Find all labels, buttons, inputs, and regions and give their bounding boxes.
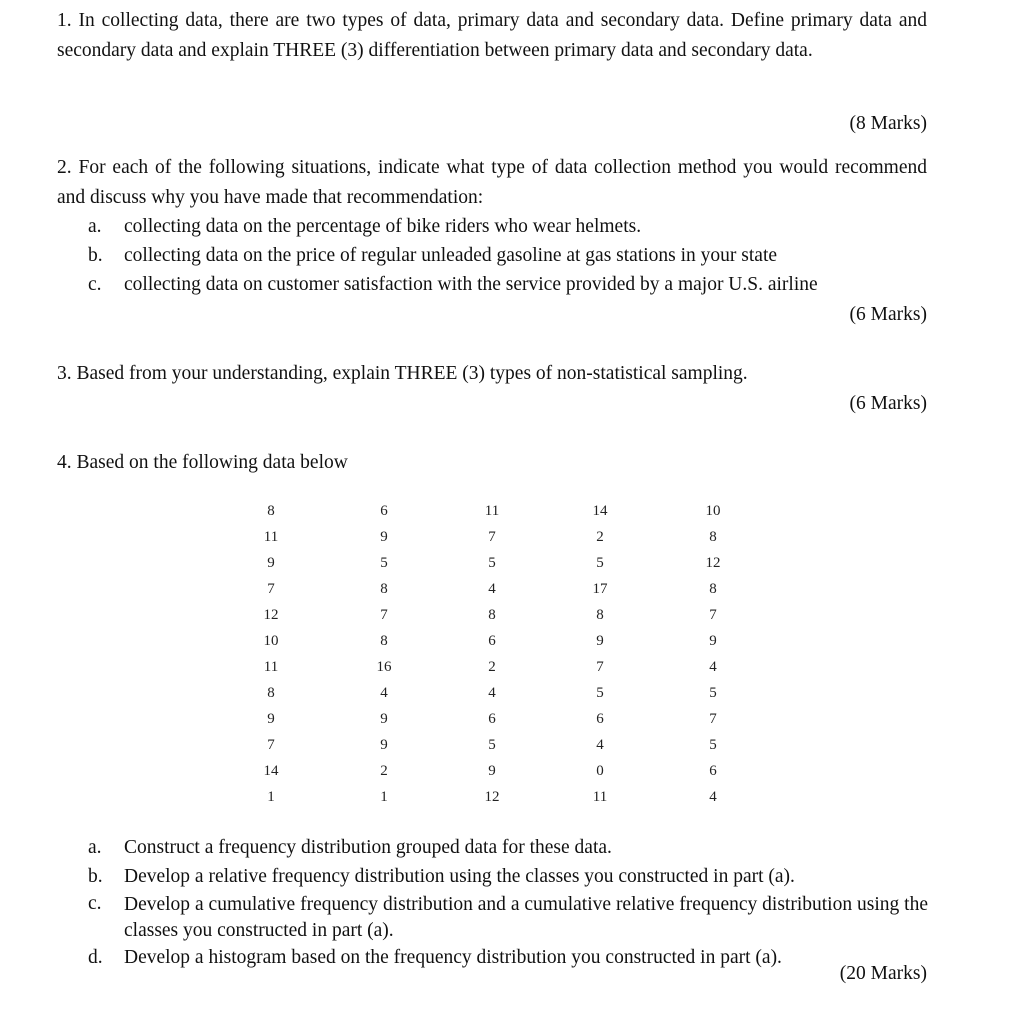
- data-cell: 8: [267, 503, 275, 519]
- option-text: collecting data on the percentage of bike riders who wear helmets.: [124, 216, 642, 237]
- part-text: Develop a relative frequency distribution using the classes you constructed in part (a).: [124, 866, 795, 887]
- data-cell: 8: [380, 581, 388, 597]
- data-cell: 2: [596, 529, 604, 545]
- data-cell: 8: [709, 581, 717, 597]
- data-cell: 17: [592, 581, 608, 597]
- data-cell: 9: [709, 633, 717, 649]
- question-4-part-b: [88, 862, 928, 891]
- data-cell: 6: [709, 763, 717, 779]
- part-letter: a.: [88, 837, 102, 858]
- data-cell: 11: [263, 529, 279, 545]
- data-cell: 9: [267, 555, 275, 571]
- data-cell: 6: [380, 503, 388, 519]
- data-cell: 7: [488, 529, 496, 545]
- data-cell: 6: [488, 633, 496, 649]
- part-text: Develop a histogram based on the frequency distribution you constructed in part (a).: [124, 947, 782, 968]
- data-cell: 5: [596, 685, 604, 701]
- data-cell: 7: [596, 659, 604, 675]
- question-4-part-c: [88, 891, 928, 943]
- data-cell: 7: [267, 581, 275, 597]
- part-letter: b.: [88, 866, 103, 887]
- data-cell: 12: [263, 607, 279, 623]
- option-text: collecting data on the price of regular unleaded gasoline at gas stations in your state: [124, 245, 778, 266]
- data-cell: 8: [709, 529, 717, 545]
- data-cell: 4: [488, 581, 496, 597]
- data-cell: 11: [263, 659, 279, 675]
- data-cell: 6: [596, 711, 604, 727]
- data-cell: 8: [596, 607, 604, 623]
- question-2-options: [88, 212, 928, 299]
- data-cell: 2: [488, 659, 496, 675]
- question-4-text: 4. Based on the following data below: [57, 452, 348, 473]
- question-3-text: 3. Based from your understanding, explain THREE (3) types of non-statistical sampling.: [57, 363, 748, 384]
- data-column-2: [354, 498, 414, 810]
- option-letter: a.: [88, 216, 102, 237]
- data-cell: 7: [709, 711, 717, 727]
- option-letter: c.: [88, 274, 102, 295]
- question-2-marks: (6 Marks): [849, 304, 927, 325]
- data-cell: 1: [380, 789, 388, 805]
- data-cell: 4: [596, 737, 604, 753]
- option-letter: b.: [88, 245, 103, 266]
- data-cell: 2: [380, 763, 388, 779]
- data-cell: 4: [380, 685, 388, 701]
- question-3-marks: (6 Marks): [849, 393, 927, 414]
- question-2-option-b: [88, 241, 928, 270]
- part-text: Construct a frequency distribution grouped data for these data.: [124, 837, 612, 858]
- data-column-1: [241, 498, 301, 810]
- data-cell: 8: [488, 607, 496, 623]
- data-column-3: [462, 498, 522, 810]
- question-2-option-a: [88, 212, 928, 241]
- part-text: Develop a cumulative frequency distribution and a cumulative relative frequency distribution using the classes you constructed in part (a).: [124, 894, 928, 941]
- data-cell: 9: [596, 633, 604, 649]
- question-1-marks: (8 Marks): [849, 113, 927, 134]
- data-cell: 11: [592, 789, 608, 805]
- option-text: collecting data on customer satisfaction with the service provided by a major U.S. airline: [124, 274, 818, 295]
- data-column-4: [570, 498, 630, 810]
- data-cell: 10: [263, 633, 279, 649]
- data-cell: 5: [488, 555, 496, 571]
- data-cell: 11: [484, 503, 500, 519]
- data-cell: 0: [596, 763, 604, 779]
- data-cell: 8: [380, 633, 388, 649]
- question-4-part-d: [88, 943, 928, 972]
- data-column-5: [683, 498, 743, 810]
- question-2-text: 2. For each of the following situations, indicate what type of data collection method you would recommend and discuss why you have made that recommendation:: [57, 157, 927, 208]
- question-4-marks: (20 Marks): [839, 963, 927, 984]
- question-2-option-c: [88, 270, 928, 299]
- data-cell: 9: [488, 763, 496, 779]
- data-cell: 7: [380, 607, 388, 623]
- data-cell: 5: [596, 555, 604, 571]
- data-cell: 1: [267, 789, 275, 805]
- data-cell: 12: [484, 789, 500, 805]
- data-cell: 4: [709, 789, 717, 805]
- data-cell: 4: [709, 659, 717, 675]
- data-cell: 4: [488, 685, 496, 701]
- data-cell: 5: [488, 737, 496, 753]
- data-cell: 5: [709, 685, 717, 701]
- data-cell: 14: [592, 503, 608, 519]
- data-cell: 7: [267, 737, 275, 753]
- data-cell: 16: [376, 659, 392, 675]
- question-1-text: 1. In collecting data, there are two types of data, primary data and secondary data. Define primary data and secondary data and explain THREE (3) differentiation between primary data and secondary data.: [57, 10, 927, 61]
- question-4-part-a: [88, 833, 928, 862]
- question-4-parts: [88, 833, 928, 972]
- data-cell: 10: [705, 503, 721, 519]
- data-cell: 7: [709, 607, 717, 623]
- part-letter: d.: [88, 947, 103, 968]
- data-cell: 5: [709, 737, 717, 753]
- data-cell: 14: [263, 763, 279, 779]
- data-cell: 9: [380, 529, 388, 545]
- data-cell: 8: [267, 685, 275, 701]
- data-cell: 5: [380, 555, 388, 571]
- part-letter: c.: [88, 893, 102, 914]
- data-cell: 6: [488, 711, 496, 727]
- data-cell: 9: [380, 737, 388, 753]
- data-cell: 12: [705, 555, 721, 571]
- data-cell: 9: [380, 711, 388, 727]
- data-cell: 9: [267, 711, 275, 727]
